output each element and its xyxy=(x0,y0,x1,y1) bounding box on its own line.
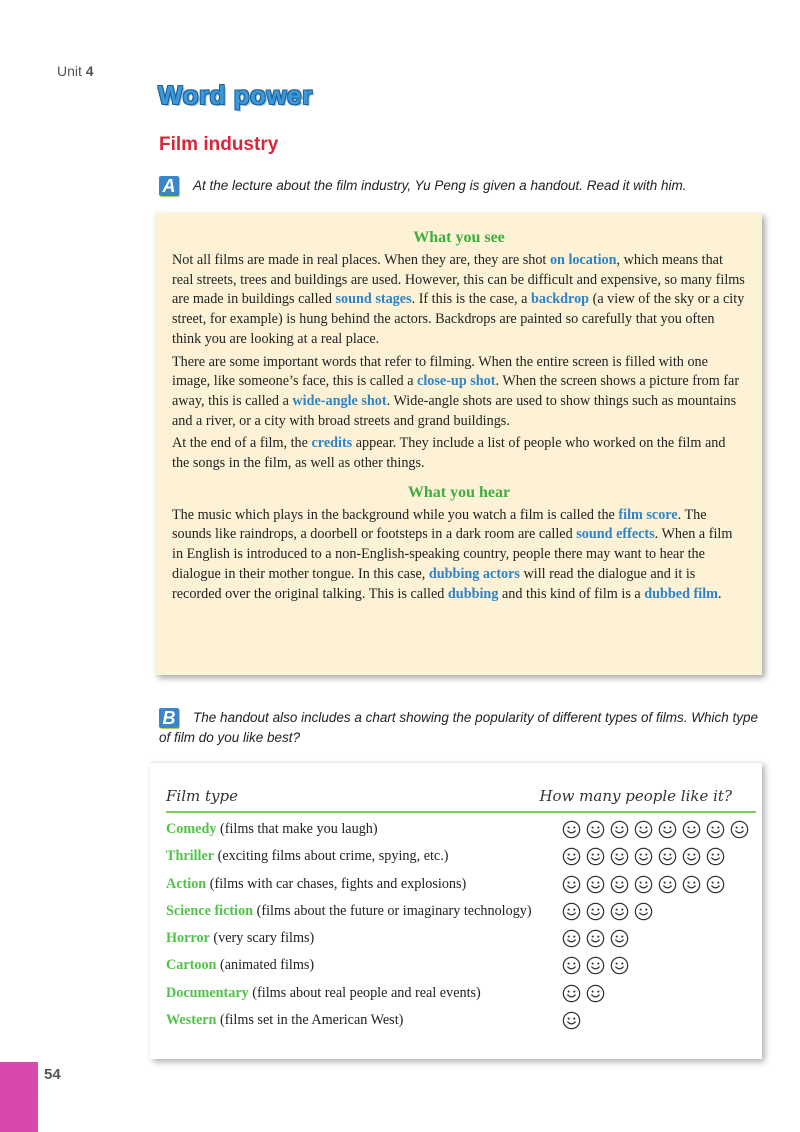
unit-word: Unit xyxy=(57,63,82,79)
smiley-face-icon xyxy=(586,956,605,975)
page-number: 54 xyxy=(44,1066,61,1083)
smiley-face-icon xyxy=(586,984,605,1003)
text: At the end of a film, the xyxy=(172,435,312,452)
film-type-label: Comedy xyxy=(166,821,217,837)
smiley-face-icon xyxy=(610,929,629,948)
what-you-see-heading: What you see xyxy=(413,229,505,246)
chart-row xyxy=(166,844,760,871)
smiley-face-icon xyxy=(562,820,581,839)
keyword-dubbing-actors: dubbing actors xyxy=(428,565,520,582)
smiley-face-icon xyxy=(634,875,653,894)
chart-row xyxy=(166,953,760,980)
smiley-face-icon xyxy=(610,847,629,866)
film-type-label: Action xyxy=(166,875,207,892)
text: . xyxy=(717,585,722,602)
section-a-instruction xyxy=(159,176,759,196)
text: appear. They include a list of people who worked on the film and the songs in the film, as well as other things. xyxy=(172,435,726,472)
section-a-text: At the lecture about the film industry, Yu Peng is given a handout. Read it with him. xyxy=(193,178,687,193)
smiley-face-icon xyxy=(610,875,629,894)
page-title: Word power xyxy=(158,80,313,110)
chart-row xyxy=(166,981,760,1008)
handout-paragraph-2 xyxy=(172,353,746,432)
section-a-badge: A xyxy=(159,176,179,196)
film-type-description: (films set in the American West) xyxy=(216,1012,404,1029)
smiley-face-icon xyxy=(562,956,581,975)
smiley-face-icon xyxy=(682,847,701,866)
film-type-description: (films with car chases, fights and explosions) xyxy=(206,875,467,892)
chart-row xyxy=(166,872,760,899)
smiley-face-icon xyxy=(610,956,629,975)
section-b-instruction xyxy=(159,708,759,748)
popularity-smileys xyxy=(562,847,730,867)
text: The music which plays in the background while you watch a film is called the xyxy=(172,506,619,523)
smiley-face-icon xyxy=(658,847,677,866)
page-color-bar xyxy=(0,1062,38,1132)
smiley-face-icon xyxy=(634,820,653,839)
smiley-face-icon xyxy=(610,820,629,839)
column-header-popularity: How many people like it? xyxy=(539,787,732,805)
text: . Wide-angle shots are used to show things such as mountains and a river, or a city with broad streets and grand buildings. xyxy=(172,392,737,429)
column-header-film-type: Film type xyxy=(166,787,238,805)
popularity-smileys xyxy=(562,1011,586,1031)
popularity-smileys xyxy=(562,984,610,1004)
what-you-hear-heading: What you hear xyxy=(407,483,511,501)
chart-row xyxy=(166,899,760,926)
keyword-dubbed-film: dubbed film xyxy=(644,585,718,602)
film-type-label: Horror xyxy=(166,930,210,947)
smiley-face-icon xyxy=(586,847,605,866)
text: (a view of the sky or a city street, for example) is hung behind the actors. Backdrops are painted so carefully that you often think you are looking at a real place. xyxy=(172,291,745,347)
chart-row xyxy=(166,817,760,844)
text: . The sounds like raindrops, a doorbell or footsteps in a dark room are called xyxy=(172,506,707,543)
section-subtitle: Film industry xyxy=(159,134,279,155)
popularity-smileys xyxy=(562,875,730,895)
film-type-label: Documentary xyxy=(166,984,249,1001)
smiley-face-icon xyxy=(562,929,581,948)
smiley-face-icon xyxy=(562,984,581,1003)
text: . If this is the case, a xyxy=(411,291,531,308)
film-type-description: (animated films) xyxy=(216,957,315,974)
film-type-description: (very scary films) xyxy=(209,930,315,947)
smiley-face-icon xyxy=(562,1011,581,1030)
film-popularity-chart xyxy=(150,762,762,1059)
film-type-description: (exciting films about crime, spying, etc.) xyxy=(214,848,449,865)
popularity-smileys xyxy=(562,956,634,976)
film-type-label: Western xyxy=(166,1012,217,1029)
smiley-face-icon xyxy=(634,847,653,866)
smiley-face-icon xyxy=(706,847,725,866)
smiley-face-icon xyxy=(562,875,581,894)
handout-paragraph-4 xyxy=(172,506,746,605)
handout-panel xyxy=(155,213,762,675)
keyword-on-location: on location xyxy=(549,252,617,268)
text: There are some important words that refer to filming. When the entire screen is filled with one image, like someone’s face, this is called a xyxy=(172,353,708,390)
popularity-smileys xyxy=(562,929,634,949)
film-type-description: (films about real people and real events) xyxy=(248,984,481,1001)
text: Not all films are made in real places. When they are, they are shot xyxy=(172,252,550,268)
keyword-sound-effects: sound effects xyxy=(576,526,655,543)
text: , which means that real streets, trees and buildings are used. However, this can be difficult and expensive, so many films are made in buildings called xyxy=(172,252,745,308)
text: . When the screen shows a picture from far away, this is called a xyxy=(172,373,740,409)
section-b-badge: B xyxy=(159,708,179,728)
unit-number: 4 xyxy=(85,63,94,79)
film-type-label: Cartoon xyxy=(166,957,217,974)
smiley-face-icon xyxy=(706,820,725,839)
smiley-face-icon xyxy=(682,875,701,894)
chart-rows xyxy=(166,817,760,1035)
smiley-face-icon xyxy=(658,820,677,839)
keyword-sound-stages: sound stages xyxy=(335,291,412,308)
popularity-smileys xyxy=(562,902,658,922)
smiley-face-icon xyxy=(634,902,653,921)
text: . When a film in English is introduced to a non-English-speaking country, people there may want to hear the dialogue in their mother tongue. In this case, xyxy=(172,526,733,582)
chart-row xyxy=(166,926,760,953)
popularity-smileys xyxy=(562,820,754,840)
film-type-description: (films about the future or imaginary technology) xyxy=(253,902,532,919)
handout-paragraph-1 xyxy=(172,251,746,350)
keyword-credits: credits xyxy=(311,435,353,452)
section-b-text: The handout also includes a chart showing the popularity of different types of films. Which type of film do you like best? xyxy=(159,710,759,746)
film-type-description: (films that make you laugh) xyxy=(216,821,378,837)
chart-header xyxy=(166,785,756,813)
smiley-face-icon xyxy=(586,875,605,894)
smiley-face-icon xyxy=(682,820,701,839)
handout-paragraph-3 xyxy=(172,434,746,473)
film-type-label: Thriller xyxy=(166,848,215,865)
smiley-face-icon xyxy=(610,902,629,921)
keyword-wide-angle-shot: wide-angle shot xyxy=(292,392,387,409)
smiley-face-icon xyxy=(730,820,749,839)
text: will read the dialogue and it is recorded over the original talking. This is called xyxy=(172,565,696,602)
keyword-dubbing: dubbing xyxy=(447,585,499,602)
smiley-face-icon xyxy=(562,902,581,921)
text: and this kind of film is a xyxy=(498,585,645,602)
smiley-face-icon xyxy=(658,875,677,894)
smiley-face-icon xyxy=(562,847,581,866)
keyword-backdrop: backdrop xyxy=(530,291,590,308)
unit-label xyxy=(57,63,94,79)
smiley-face-icon xyxy=(586,820,605,839)
smiley-face-icon xyxy=(706,875,725,894)
keyword-close-up-shot: close-up shot xyxy=(417,373,496,390)
keyword-film-score: film score xyxy=(618,506,678,523)
smiley-face-icon xyxy=(586,902,605,921)
film-type-label: Science fiction xyxy=(166,902,254,919)
chart-row xyxy=(166,1008,760,1035)
smiley-face-icon xyxy=(586,929,605,948)
